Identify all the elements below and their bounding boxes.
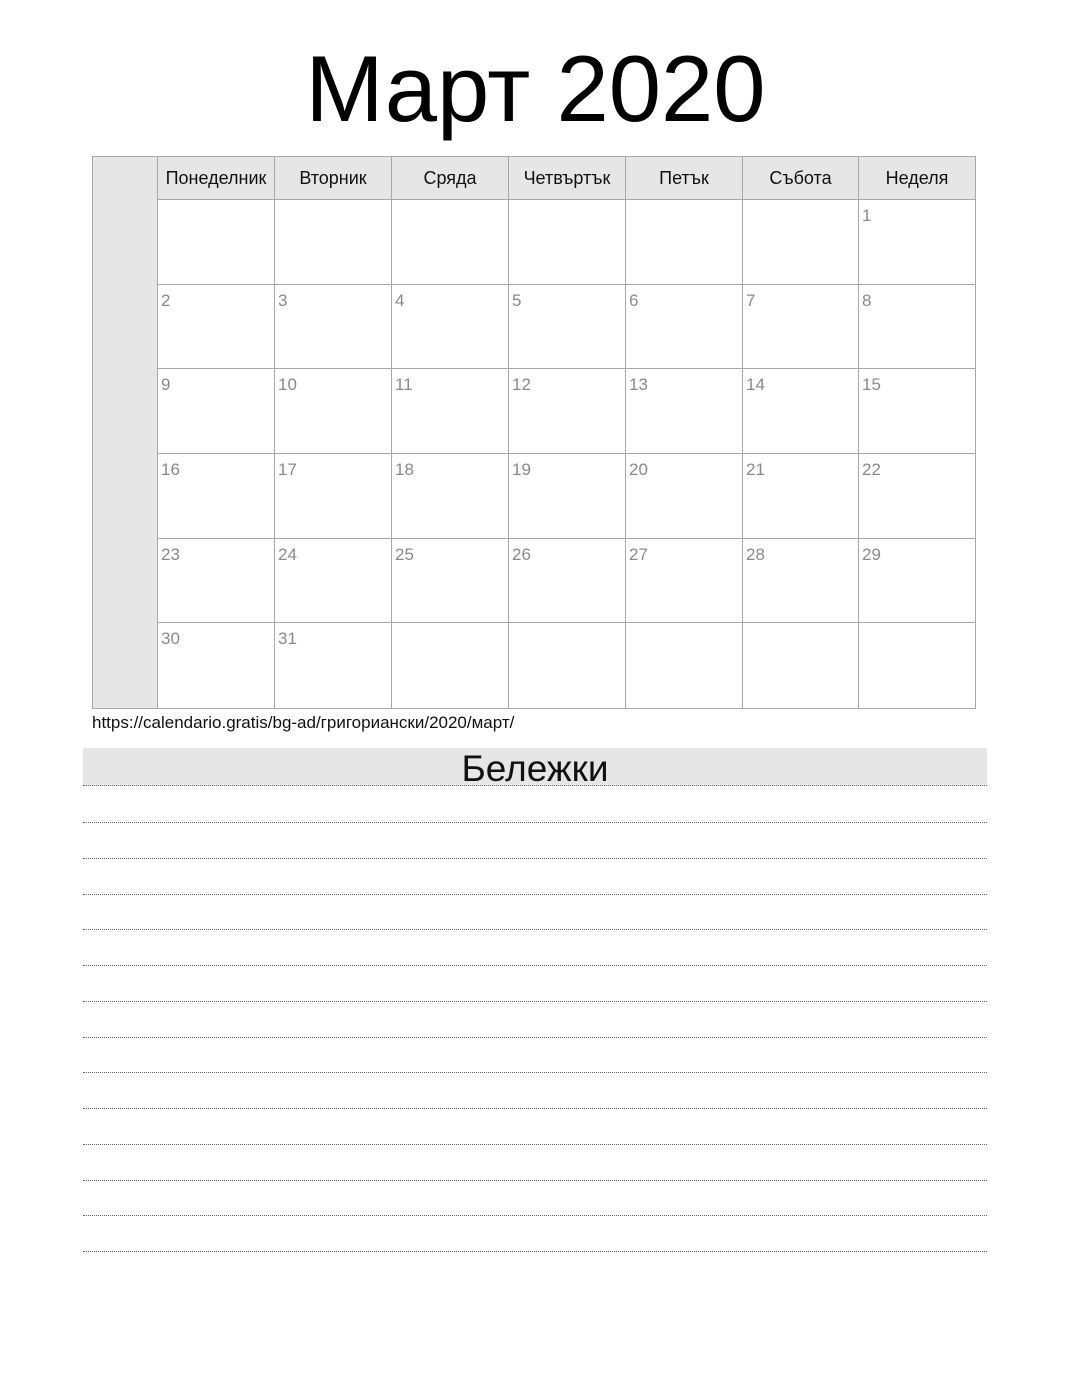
day-cell — [392, 454, 509, 539]
day-cell — [392, 539, 509, 624]
note-line — [83, 858, 987, 859]
day-number: 12 — [512, 375, 531, 395]
day-cell — [275, 285, 392, 370]
week-number-column — [93, 157, 158, 708]
day-number: 7 — [746, 290, 756, 310]
day-number: 24 — [278, 544, 297, 564]
day-cell — [743, 200, 859, 285]
day-number: 14 — [746, 375, 765, 395]
day-cell — [509, 539, 626, 624]
day-cell — [158, 369, 275, 454]
notes-header: Бележки — [83, 748, 987, 786]
day-number: 20 — [629, 459, 648, 479]
day-cell — [859, 369, 975, 454]
day-cell — [158, 623, 275, 708]
note-line — [83, 965, 987, 966]
weekday-header: Събота — [743, 157, 859, 200]
day-cell — [626, 623, 743, 708]
day-cell — [859, 623, 975, 708]
note-line — [83, 1215, 987, 1216]
day-number: 11 — [395, 375, 413, 395]
day-number: 13 — [629, 375, 648, 395]
day-cell — [392, 623, 509, 708]
day-number: 29 — [862, 544, 881, 564]
day-number: 23 — [161, 544, 180, 564]
calendar-grid — [158, 157, 975, 708]
day-cell — [275, 539, 392, 624]
note-line — [83, 1108, 987, 1109]
day-cell — [859, 454, 975, 539]
day-number: 4 — [395, 290, 405, 310]
day-cell — [158, 285, 275, 370]
day-cell — [743, 285, 859, 370]
day-number: 30 — [161, 629, 180, 649]
day-cell — [275, 623, 392, 708]
note-line — [83, 929, 987, 930]
note-line — [83, 1037, 987, 1038]
day-cell — [392, 285, 509, 370]
day-cell — [275, 369, 392, 454]
day-number: 1 — [862, 206, 872, 225]
weekday-header: Неделя — [859, 157, 975, 200]
note-line — [83, 894, 987, 895]
day-cell — [392, 369, 509, 454]
day-cell — [859, 285, 975, 370]
day-cell — [509, 200, 626, 285]
day-cell — [275, 454, 392, 539]
day-number: 9 — [161, 375, 171, 395]
day-number: 5 — [512, 290, 522, 310]
day-cell — [626, 369, 743, 454]
day-number: 17 — [278, 459, 297, 479]
day-cell — [743, 623, 859, 708]
day-cell — [158, 454, 275, 539]
day-cell — [743, 454, 859, 539]
weekday-header: Сряда — [392, 157, 509, 200]
note-line — [83, 1072, 987, 1073]
page-title: Март 2020 — [305, 36, 766, 141]
month-calendar — [92, 156, 976, 709]
day-number: 6 — [629, 290, 639, 310]
weekday-header: Вторник — [275, 157, 392, 200]
day-number: 10 — [278, 375, 297, 395]
note-line — [83, 1251, 987, 1252]
weekday-header: Петък — [626, 157, 743, 200]
day-number: 21 — [746, 459, 765, 479]
day-number: 26 — [512, 544, 531, 564]
day-cell — [509, 623, 626, 708]
source-url: https://calendario.gratis/bg-ad/григориански/2020/март/ — [92, 713, 515, 732]
day-cell — [743, 369, 859, 454]
note-line — [83, 822, 987, 823]
note-line — [83, 1144, 987, 1145]
day-number: 2 — [161, 290, 171, 310]
day-cell — [859, 200, 975, 285]
day-cell — [859, 539, 975, 624]
note-line — [83, 1180, 987, 1181]
day-number: 8 — [862, 290, 872, 310]
day-cell — [626, 539, 743, 624]
day-number: 15 — [862, 375, 881, 395]
day-number: 27 — [629, 544, 648, 564]
day-cell — [509, 454, 626, 539]
day-number: 19 — [512, 459, 531, 479]
day-cell — [392, 200, 509, 285]
day-number: 18 — [395, 459, 414, 479]
day-number: 22 — [862, 459, 881, 479]
day-number: 3 — [278, 290, 288, 310]
day-cell — [626, 285, 743, 370]
day-number: 16 — [161, 459, 180, 479]
day-cell — [509, 285, 626, 370]
day-cell — [626, 200, 743, 285]
day-number: 31 — [278, 629, 297, 649]
day-cell — [509, 369, 626, 454]
day-cell — [626, 454, 743, 539]
weekday-header: Четвъртък — [509, 157, 626, 200]
note-line — [83, 1001, 987, 1002]
day-cell — [158, 539, 275, 624]
day-number: 28 — [746, 544, 765, 564]
day-cell — [743, 539, 859, 624]
weekday-header: Понеделник — [158, 157, 275, 200]
day-cell — [158, 200, 275, 285]
day-cell — [275, 200, 392, 285]
day-number: 25 — [395, 544, 414, 564]
